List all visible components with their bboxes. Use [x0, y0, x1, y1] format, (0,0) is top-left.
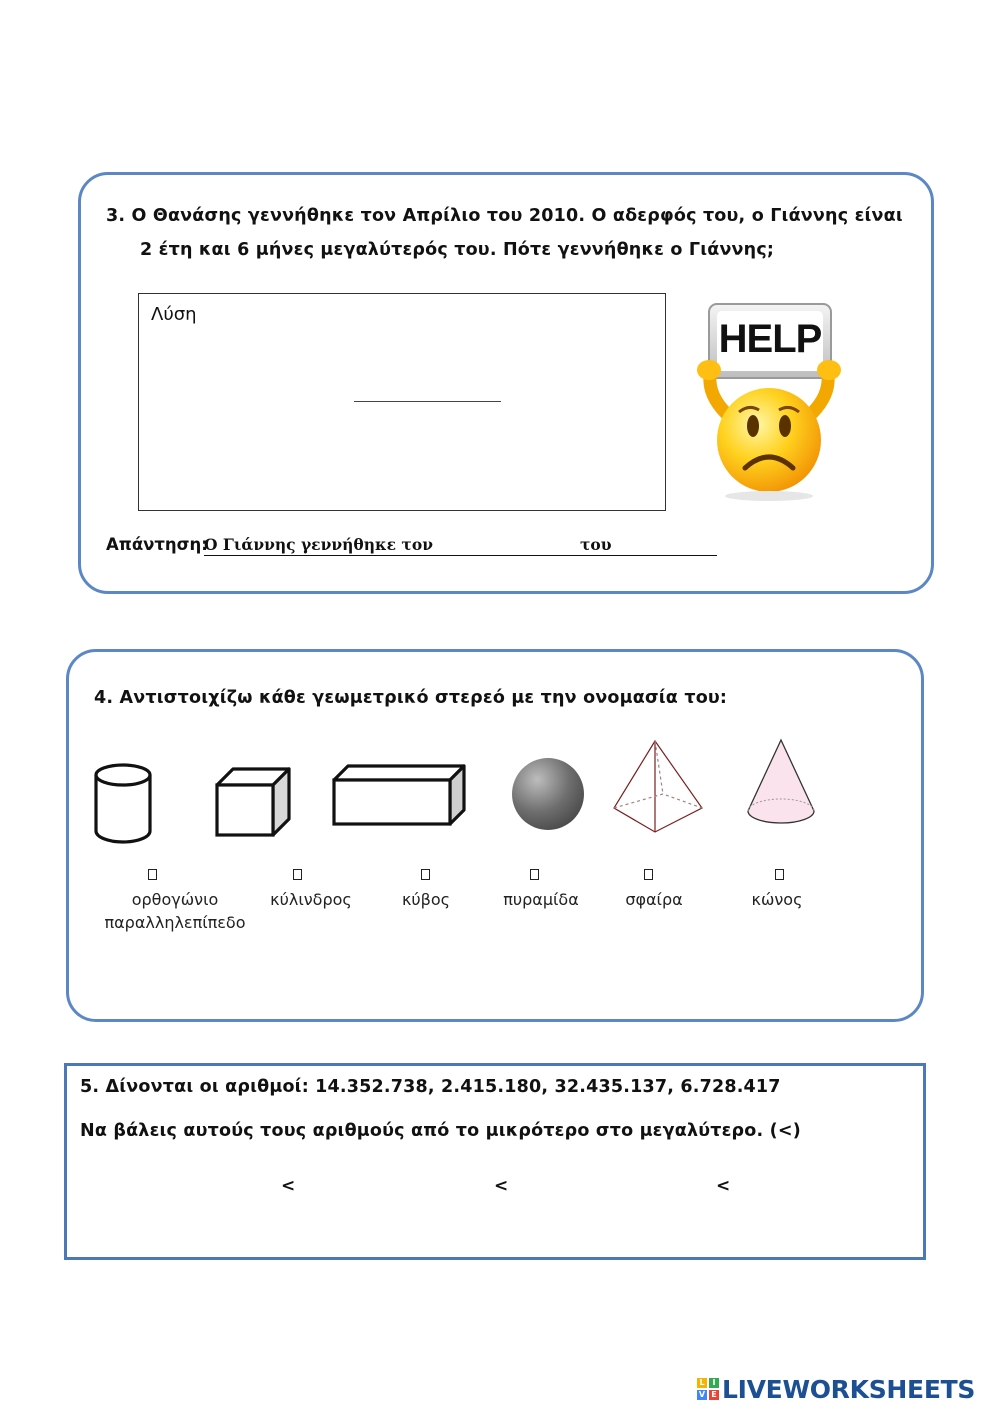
liveworksheets-logo-icon: L I V E: [697, 1378, 719, 1400]
solution-label: Λύση: [151, 304, 197, 325]
answer-prefix: Ο Γιάννης γεννήθηκε τον: [204, 535, 433, 554]
pyramid-icon: [611, 738, 705, 836]
less-than-symbol-1: <: [281, 1176, 296, 1196]
answer-middle: του: [580, 535, 612, 554]
checkbox-5[interactable]: [644, 869, 653, 880]
less-than-symbol-2: <: [494, 1176, 509, 1196]
sphere-icon: [509, 756, 587, 832]
checkbox-2[interactable]: [293, 869, 302, 880]
shape-name-2: κύλινδρος: [270, 890, 352, 909]
question-4-title: 4. Αντιστοιχίζω κάθε γεωμετρικό στερεό με την ονομασία του:: [94, 688, 728, 708]
shape-name-6: κώνος: [751, 890, 803, 909]
shape-name-1: ορθογώνιο παραλληλεπίπεδο: [104, 890, 246, 932]
shape-name-5: σφαίρα: [625, 890, 683, 909]
checkbox-6[interactable]: [775, 869, 784, 880]
solution-line: [354, 401, 501, 402]
answer-field[interactable]: [204, 535, 717, 556]
cylinder-icon: [93, 763, 153, 845]
solution-box[interactable]: [138, 293, 666, 511]
less-than-symbol-3: <: [716, 1176, 731, 1196]
checkbox-4[interactable]: [530, 869, 539, 880]
liveworksheets-logo-text[interactable]: LIVEWORKSHEETS: [722, 1375, 976, 1404]
shape-name-3: κύβος: [401, 890, 451, 909]
cube-icon: [213, 765, 293, 839]
rectangular-prism-icon: [330, 762, 468, 828]
question-3-line-2: 2 έτη και 6 μήνες μεγαλύτερός του. Πότε γεννήθηκε ο Γιάννης;: [140, 240, 775, 260]
checkbox-1[interactable]: [148, 869, 157, 880]
cone-icon: [744, 737, 818, 829]
question-5-line-2: Να βάλεις αυτούς τους αριθμούς από το μικρότερο στο μεγαλύτερο. (<): [80, 1121, 801, 1141]
question-5-line-1: 5. Δίνονται οι αριθμοί: 14.352.738, 2.415.180, 32.435.137, 6.728.417: [80, 1077, 781, 1097]
answer-label: Απάντηση:: [106, 535, 208, 554]
checkbox-3[interactable]: [421, 869, 430, 880]
help-sign-text: HELP: [718, 317, 822, 361]
shape-name-4: πυραμίδα: [503, 890, 579, 909]
question-3-line-1: 3. Ο Θανάσης γεννήθηκε τον Απρίλιο του 2010. Ο αδερφός του, ο Γιάννης είναι: [106, 206, 903, 226]
